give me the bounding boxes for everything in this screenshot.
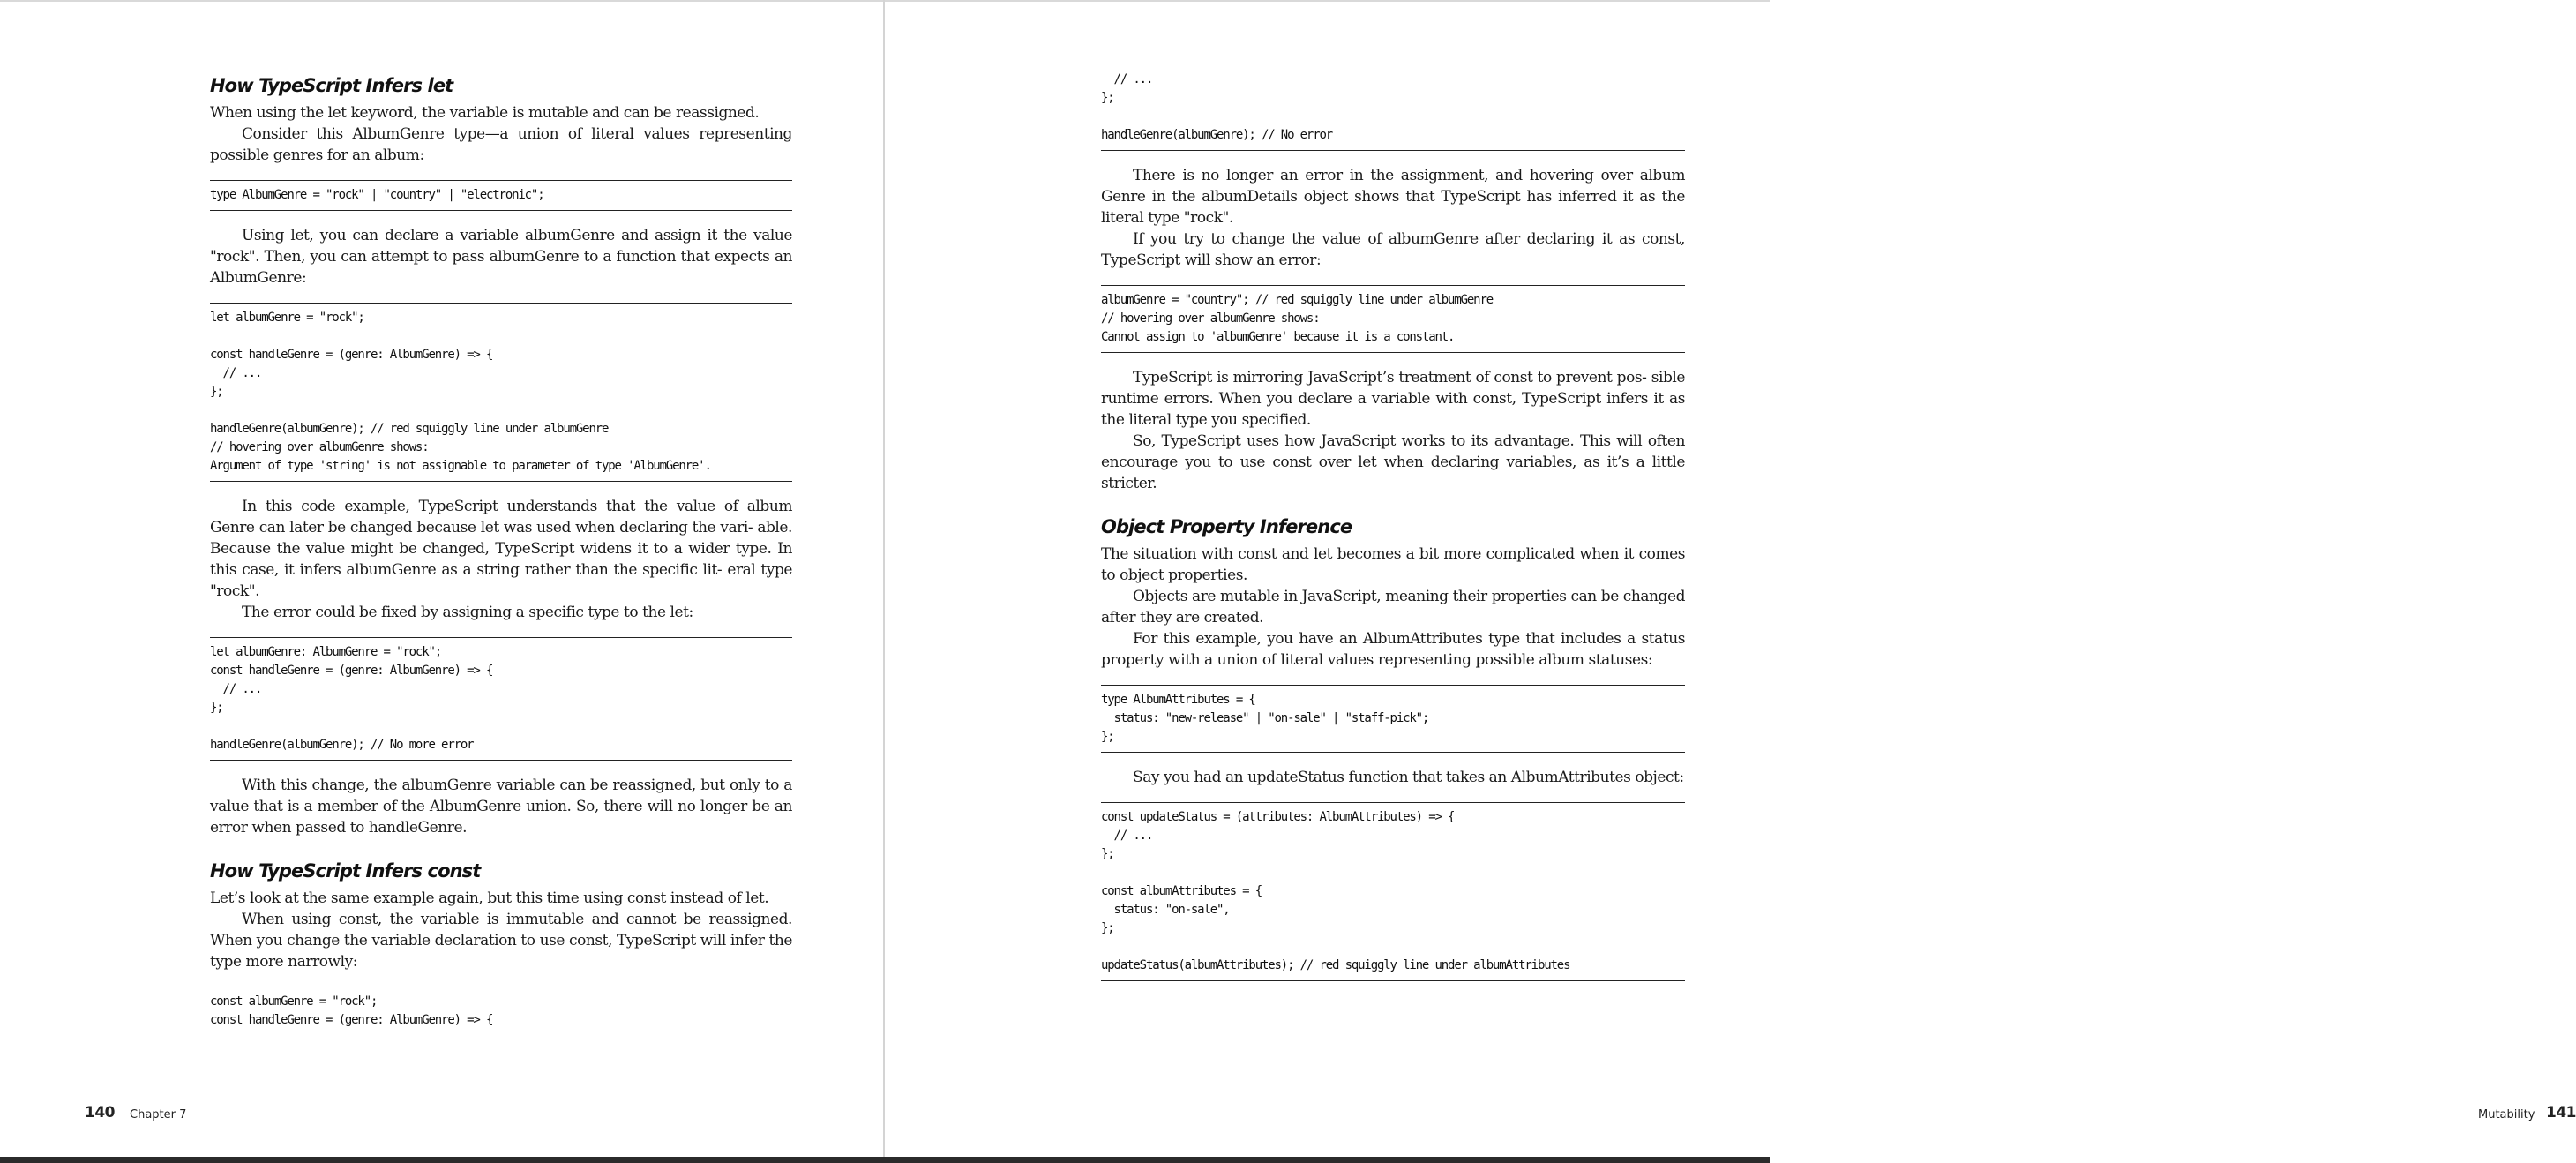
body-paragraph: With this change, the albumGenre variable can be reassigned, but only to a value that is a member of the AlbumGenre union. So, there will no longer be an error when passed to handleGenre.	[210, 777, 792, 837]
body-paragraph: Let’s look at the same example again, but this time using const instead of let.	[210, 889, 769, 907]
left-page-content	[210, 72, 792, 1035]
page-number-right: 141	[2546, 1104, 2576, 1122]
body-paragraph: When using const, the variable is immutable and cannot be reassigned. When you change the variable declaration to use const, TypeScript will infer the type more narrowly:	[210, 911, 792, 971]
body-paragraph: The situation with const and let becomes a bit more complicated when it comes to object properties.	[1101, 545, 1685, 584]
code-block: const updateStatus = (attributes: AlbumAttributes) => { // ... }; const albumAttributes = { status: "on-sale", }; updateStatus(albumAttributes); // red squiggly line under albumAttributes	[1101, 802, 1685, 981]
right-page-content	[1101, 71, 1685, 981]
body-paragraph: In this code example, TypeScript understands that the value of album Genre can later be changed because let was used when declaring the vari- able. Because the value might be changed, TypeScript widens it to a wider type. In this case, it infers albumGenre as a string rather than the specific lit- eral type "rock".	[210, 498, 792, 600]
body-paragraph: So, TypeScript uses how JavaScript works to its advantage. This will often encourage you to use const over let when declaring variables, as it’s a little stricter.	[1101, 432, 1685, 492]
body-paragraph: There is no longer an error in the assignment, and hovering over album Genre in the albumDetails object shows that TypeScript has inferred it as the literal type "rock".	[1101, 167, 1685, 227]
code-block: type AlbumGenre = "rock" | "country" | "electronic";	[210, 180, 792, 211]
body-paragraph: For this example, you have an AlbumAttributes type that includes a status property with a union of literal values representing possible album statuses:	[1101, 630, 1685, 669]
body-paragraph: The error could be fixed by assigning a specific type to the let:	[242, 604, 693, 621]
body-paragraph: If you try to change the value of albumGenre after declaring it as const, TypeScript will show an error:	[1101, 230, 1685, 269]
section-heading: How TypeScript Infers const	[210, 860, 481, 882]
body-paragraph: When using the let keyword, the variable is mutable and can be reassigned.	[210, 104, 760, 122]
body-paragraph: TypeScript is mirroring JavaScript’s treatment of const to prevent pos- sible runtime errors. When you declare a variable with const, TypeScript infers it as the literal type you specified.	[1101, 369, 1685, 429]
page-bottom-edge	[0, 1157, 1770, 1163]
code-block: let albumGenre: AlbumGenre = "rock"; const handleGenre = (genre: AlbumGenre) => { // ... }; handleGenre(albumGenre); // No more error	[210, 637, 792, 761]
body-paragraph: Objects are mutable in JavaScript, meaning their properties can be changed after they are created.	[1101, 588, 1685, 627]
code-block: type AlbumAttributes = { status: "new-release" | "on-sale" | "staff-pick"; };	[1101, 685, 1685, 753]
code-block-continued: // ... }; handleGenre(albumGenre); // No error	[1101, 71, 1685, 151]
code-block: albumGenre = "country"; // red squiggly line under albumGenre // hovering over albumGenre shows: Cannot assign to 'albumGenre' because it is a constant.	[1101, 285, 1685, 353]
body-paragraph: Say you had an updateStatus function that takes an AlbumAttributes object:	[1133, 769, 1684, 786]
left-page	[0, 0, 882, 1156]
page-number-left: 140	[85, 1104, 115, 1122]
body-paragraph: Consider this AlbumGenre type—a union of literal values representing possible genres for an album:	[210, 125, 792, 164]
right-page	[886, 0, 2576, 1156]
chapter-title-label: Mutability	[2478, 1108, 2535, 1122]
code-block: let albumGenre = "rock"; const handleGenre = (genre: AlbumGenre) => { // ... }; handleGenre(albumGenre); // red squiggly line under albumGenre // hovering over albumGenre shows: Argument of type 'string' is not assignable to parameter of type 'AlbumGenre'.	[210, 303, 792, 482]
section-heading: How TypeScript Infers let	[210, 75, 453, 96]
book-spine	[883, 0, 885, 1163]
section-heading: Object Property Inference	[1101, 516, 1352, 537]
code-block: const albumGenre = "rock"; const handleGenre = (genre: AlbumGenre) => {	[210, 987, 792, 1035]
chapter-label: Chapter 7	[130, 1108, 187, 1122]
body-paragraph: Using let, you can declare a variable albumGenre and assign it the value "rock". Then, you can attempt to pass albumGenre to a function that expects an AlbumGenre:	[210, 227, 792, 287]
